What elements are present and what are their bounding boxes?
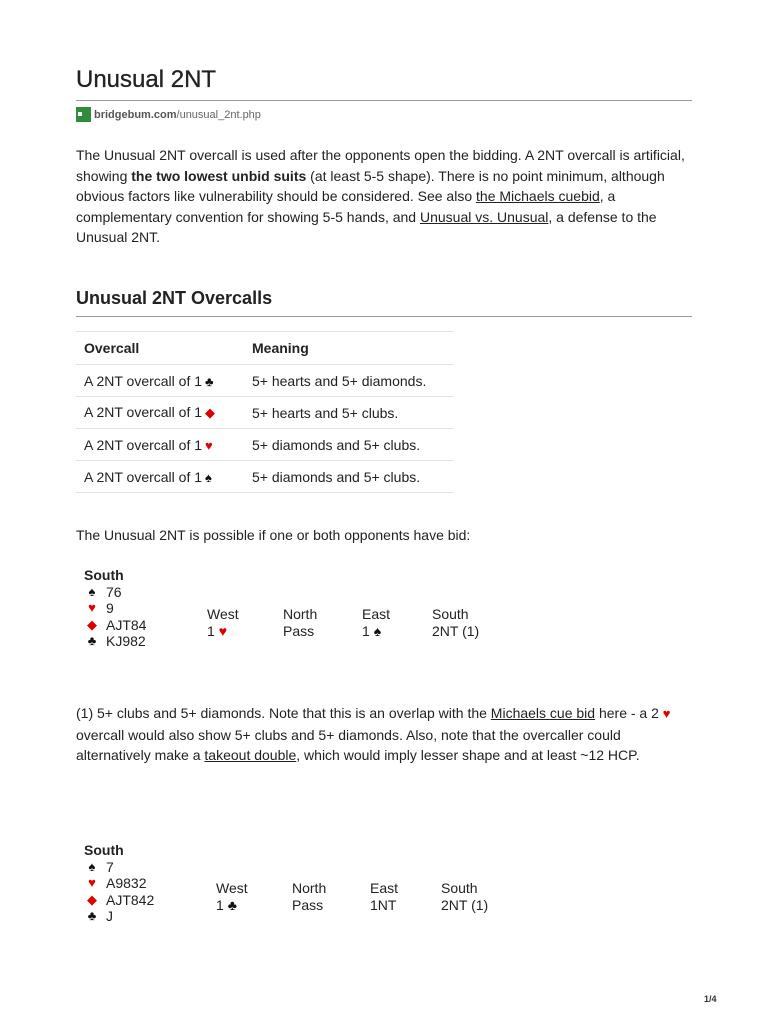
spades-row	[84, 859, 154, 876]
section-heading: Unusual 2NT Overcalls	[76, 288, 273, 308]
north-column	[283, 606, 317, 639]
overcall-cell	[76, 365, 244, 397]
west-column	[207, 606, 239, 639]
source-domain: bridgebum.com	[94, 108, 177, 121]
south-bid: 2NT (1)	[432, 622, 480, 639]
east-bid: 1	[362, 622, 370, 639]
header-meaning: Meaning	[244, 332, 454, 365]
north-bid: Pass	[292, 896, 324, 913]
clubs-holding: KJ982	[106, 633, 146, 649]
diamonds-row	[84, 892, 154, 909]
hearts-holding: 9	[106, 600, 114, 616]
heart-icon: ♥	[88, 600, 96, 615]
possible-paragraph: The Unusual 2NT is possible if one or both opponents have bid:	[76, 527, 471, 543]
east-column	[370, 880, 398, 913]
table-header-row	[76, 332, 454, 365]
hearts-row	[84, 875, 154, 892]
spade-icon: ♠	[88, 858, 96, 874]
clubs-row	[84, 908, 154, 925]
table-row	[76, 429, 454, 461]
north-column	[292, 880, 326, 913]
diamond-icon: ◆	[205, 405, 216, 420]
west-label: West	[207, 606, 239, 622]
overcall-cell	[76, 461, 244, 493]
club-icon: ♣	[87, 908, 97, 923]
clubs-holding: J	[106, 908, 113, 924]
hearts-row	[84, 600, 146, 617]
south-bid: 2NT (1)	[441, 896, 489, 913]
hand-title: South	[84, 842, 124, 858]
meaning-cell: 5+ diamonds and 5+ clubs.	[244, 461, 454, 493]
heart-icon: ♥	[205, 437, 213, 453]
page-number: 1/4	[704, 994, 717, 1004]
meaning-cell: 5+ hearts and 5+ diamonds.	[244, 365, 454, 397]
east-column	[362, 606, 390, 639]
meaning-cell: 5+ hearts and 5+ clubs.	[244, 397, 454, 429]
west-column	[216, 880, 248, 913]
north-bid: Pass	[283, 622, 315, 639]
club-icon: ♣	[227, 896, 237, 913]
diamond-icon: ◆	[87, 616, 97, 632]
south-column	[441, 880, 488, 913]
favicon-icon	[76, 107, 91, 122]
diamonds-holding: AJT842	[106, 891, 155, 908]
page-title: Unusual 2NT	[76, 66, 217, 93]
south-label: South	[441, 880, 478, 896]
west-bid: 1	[216, 896, 224, 913]
east-bid: 1NT	[370, 896, 397, 913]
diamonds-holding: AJT84	[106, 616, 147, 633]
intro-bold: the two lowest unbid suits	[131, 167, 307, 184]
diamonds-row	[84, 617, 146, 634]
club-icon: ♣	[205, 373, 214, 389]
west-label: West	[216, 880, 248, 896]
overcall-cell	[76, 429, 244, 461]
heart-icon: ♥	[662, 706, 671, 721]
title-divider	[76, 100, 692, 101]
table-row	[76, 461, 454, 493]
south-column	[432, 606, 479, 639]
overcalls-table	[76, 331, 454, 493]
note-text-1: (1) 5+ clubs and 5+ diamonds. Note that this is an overlap with the	[76, 705, 491, 721]
north-label: North	[292, 880, 327, 896]
diamond-icon: ◆	[87, 891, 97, 907]
table-row	[76, 365, 454, 397]
note-paragraph	[76, 703, 696, 766]
michaels-cuebid-link[interactable]: the Michaels cuebid	[476, 188, 600, 204]
south-label: South	[432, 606, 469, 622]
intro-paragraph	[76, 145, 696, 248]
overcall-text: A 2NT overcall of 1	[84, 404, 203, 420]
source-path: /unusual_2nt.php	[176, 108, 261, 121]
michaels-cue-bid-link[interactable]: Michaels cue bid	[490, 705, 596, 721]
example1-hand	[84, 567, 146, 650]
east-label: East	[370, 880, 399, 896]
west-bid: 1	[207, 622, 215, 639]
east-label: East	[362, 606, 391, 622]
takeout-double-link[interactable]: takeout double	[204, 747, 297, 763]
heart-icon: ♥	[88, 875, 96, 890]
overcall-text: A 2NT overcall of 1	[84, 468, 203, 485]
north-label: North	[283, 606, 318, 622]
meaning-cell: 5+ diamonds and 5+ clubs.	[244, 429, 454, 461]
hand-title: South	[84, 567, 124, 583]
unusual-vs-unusual-link[interactable]: Unusual vs. Unusual	[419, 208, 549, 225]
overcall-text: A 2NT overcall of 1	[84, 436, 203, 453]
spades-holding: 76	[106, 583, 122, 600]
spade-icon: ♠	[88, 583, 96, 599]
intro-text-1: The Unusual 2NT overcall is used after the opponents open the bidding. A 2NT overcall is artificial, showing	[76, 147, 685, 184]
intro-text-2: (at least 5-5 shape). There is no point minimum, although obvious factors like vulnerability should be considered. See also	[76, 167, 665, 204]
example2-hand	[84, 842, 154, 925]
intro-text-4: , a defense to the Unusual 2NT.	[76, 208, 657, 245]
note-text-3: overcall would also show 5+ clubs and 5+ diamonds. Also, note that the overcaller could alternatively make a	[76, 726, 621, 763]
note-text-4: , which would imply lesser shape and at least ~12 HCP.	[296, 747, 640, 763]
spade-icon: ♠	[205, 469, 212, 485]
source-line[interactable]	[76, 107, 261, 122]
intro-text-3: , a complementary convention for showing 5-5 hands, and	[76, 188, 616, 225]
note-text-2: here - a 2	[595, 705, 659, 721]
overcall-text: A 2NT overcall of 1	[84, 372, 203, 389]
spades-holding: 7	[106, 858, 114, 875]
heart-icon: ♥	[218, 622, 227, 639]
club-icon: ♣	[87, 633, 97, 648]
section-divider	[76, 316, 692, 317]
overcall-cell	[76, 397, 244, 429]
clubs-row	[84, 633, 146, 650]
hearts-holding: A9832	[106, 875, 147, 891]
spade-icon: ♠	[373, 622, 382, 639]
header-overcall: Overcall	[76, 332, 244, 365]
table-row	[76, 397, 454, 429]
spades-row	[84, 584, 146, 601]
